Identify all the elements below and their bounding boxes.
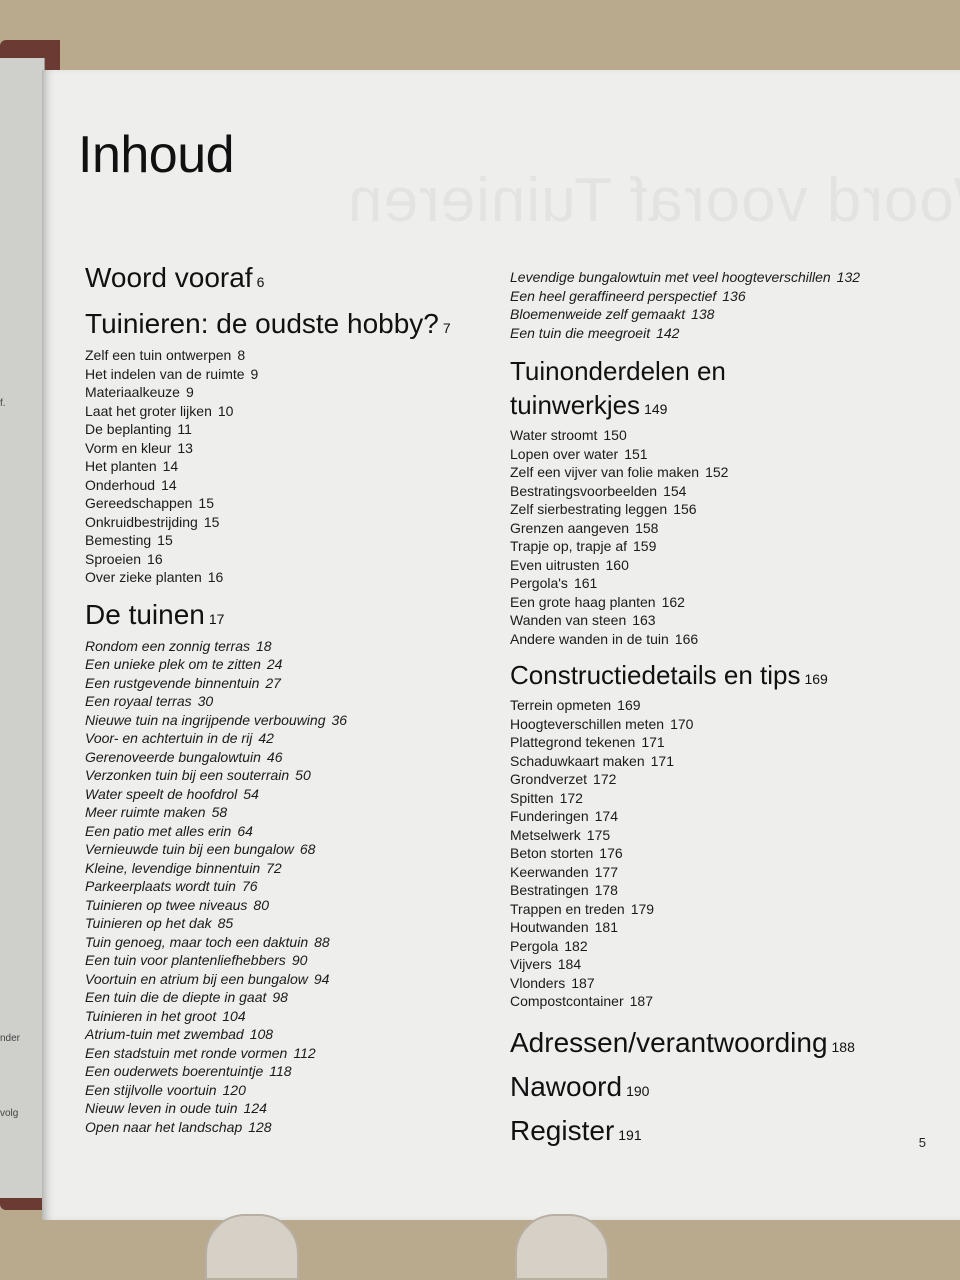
toc-entry-page: 175 [586,826,611,843]
toc-entry [510,881,950,900]
toc-entry-page: 136 [722,287,746,304]
toc-entry [85,748,505,767]
toc-entry [85,1118,505,1137]
toc-entry [85,1099,505,1118]
section-heading [85,306,505,346]
prev-page-fragment: nder [0,1033,21,1044]
toc-entry [85,346,505,365]
section-heading-label: Adressen/verantwoording [510,1026,828,1058]
toc-entry-label: Sproeien [85,550,142,567]
section-page-number: 7 [442,320,451,336]
toc-entry-label: Voortuin en atrium bij een bungalow [85,970,308,987]
toc-entry [85,1044,505,1063]
toc-entry-page: 179 [630,900,655,917]
toc-entry-label: Levendige bungalowtuin met veel hoogteverschillen [510,269,831,285]
toc-entry-label: Tuin genoeg, maar toch een daktuin [85,933,309,950]
toc-entry-page: 161 [573,575,598,591]
toc-entry-label: Een patio met alles erin [85,822,232,839]
toc-entry [85,476,505,495]
toc-entry-page: 18 [256,637,272,654]
toc-entry [85,1081,505,1100]
section-heading-label: Register [510,1114,615,1146]
toc-list [85,637,505,1137]
section-heading [510,1113,950,1153]
toc-entry-page: 162 [661,593,685,610]
toc-entry-label: Laat het groter lijken [85,402,212,419]
section-page-number: 6 [256,274,265,290]
toc-entry [510,500,950,519]
toc-entry-page: 9 [250,365,259,382]
toc-entry-label: Open naar het landschap [85,1118,243,1135]
toc-entry-label: Nieuw leven in oude tuin [85,1100,238,1116]
toc-entry-page: 120 [222,1081,246,1098]
toc-entry-label: Vernieuwde tuin bij een bungalow [85,841,294,857]
toc-entry-label: Een rustgevende binnentuin [85,674,260,691]
section-page-number: 149 [644,401,668,417]
toc-entry [85,803,505,822]
toc-entry-label: Meer ruimte maken [85,804,206,820]
previous-page-edge [0,58,45,1198]
toc-entry [510,593,950,612]
prev-page-fragment: volg [0,1108,19,1119]
toc-entry-page: 172 [593,771,617,787]
toc-entry [85,729,505,748]
toc-entry-label: Even uitrusten [510,556,600,573]
toc-entry-page: 156 [673,501,697,517]
toc-entry [85,383,505,402]
toc-entry [510,844,950,863]
toc-entry [85,655,505,674]
toc-entry-label: Voor- en achtertuin in de rij [85,730,253,746]
toc-entry-label: Zelf een tuin ontwerpen [85,347,232,363]
toc-entry [510,955,950,974]
toc-entry-page: 182 [564,937,588,954]
toc-entry [510,918,950,937]
toc-list [510,268,950,342]
toc-entry [510,324,950,343]
toc-entry-page: 170 [670,715,694,732]
toc-entry-label: Trapje op, trapje af [510,538,627,554]
toc-entry-label: Het planten [85,458,157,474]
toc-entry-page: 15 [198,495,214,511]
toc-entry-label: Water stroomt [510,427,598,443]
toc-list [510,696,950,1011]
toc-entry [510,863,950,882]
toc-entry-page: 142 [656,324,680,341]
toc-entry-page: 15 [157,532,173,548]
toc-entry-label: Water speelt de hoofdrol [85,785,238,802]
toc-entry-label: Beton storten [510,845,594,861]
page-title: Inhoud [78,126,235,184]
section-heading [510,388,950,426]
toc-entry [510,445,950,464]
toc-entry [510,807,950,826]
toc-entry-label: Een tuin die de diepte in gaat [85,989,267,1005]
toc-entry-page: 80 [253,896,269,913]
toc-left-column [85,260,505,1136]
toc-entry-page: 24 [266,656,283,672]
toc-entry-label: Pergola's [510,575,568,591]
toc-entry-label: Een grote haag planten [510,593,656,610]
section-heading [510,658,950,696]
section-heading-label: De tuinen [85,598,205,630]
toc-entry-label: De beplanting [85,421,172,437]
toc-entry-label: Tuinieren op het dak [85,915,212,931]
toc-entry-page: 152 [705,464,729,480]
toc-entry-label: Atrium-tuin met zwembad [85,1026,244,1042]
section-heading-label: Woord vooraf [85,262,253,293]
toc-entry-page: 108 [249,1026,274,1042]
section-heading [510,1069,950,1109]
toc-entry-page: 177 [594,863,618,880]
toc-entry [510,974,950,993]
toc-entry-page: 151 [624,445,648,462]
toc-entry-label: Verzonken tuin bij een souterrain [85,767,290,783]
toc-list [85,346,505,587]
toc-entry-label: Wanden van steen [510,612,627,628]
toc-entry-page: 154 [663,482,687,499]
toc-entry-page: 14 [161,476,177,493]
toc-entry-page: 184 [557,956,582,972]
toc-entry-label: Materiaalkeuze [85,384,180,400]
toc-entry-page: 132 [836,269,861,285]
toc-entry [510,482,950,501]
toc-entry-label: Parkeerplaats wordt tuin [85,878,236,894]
toc-entry [85,1007,505,1026]
toc-entry-page: 42 [258,730,274,746]
toc-entry [510,900,950,919]
toc-entry-page: 160 [605,556,629,573]
toc-entry-page: 104 [222,1007,246,1024]
toc-entry [510,992,950,1011]
toc-entry-page: 178 [594,882,618,898]
toc-entry-label: Terrein opmeten [510,697,612,713]
toc-entry-label: Een ouderwets boerentuintje [85,1063,264,1079]
toc-entry-page: 46 [266,748,283,765]
toc-entry-page: 163 [632,612,656,628]
section-heading-label: Constructiedetails en tips [510,660,801,690]
toc-entry-label: Bestratingen [510,882,589,898]
toc-entry-label: Spitten [510,789,554,806]
toc-entry-label: Een stadstuin met ronde vormen [85,1044,288,1061]
toc-entry [85,822,505,841]
toc-entry [510,696,950,715]
toc-entry-label: Een tuin die meegroeit [510,324,651,341]
toc-entry-page: 36 [331,711,348,728]
section-page-number: 188 [831,1038,855,1055]
toc-entry [85,550,505,569]
thumb-right [515,1214,609,1280]
toc-entry [510,305,950,324]
toc-entry-page: 174 [594,808,618,824]
toc-entry [85,933,505,952]
toc-entry-page: 171 [650,752,674,769]
toc-entry-page: 76 [241,878,258,894]
toc-entry-label: Grondverzet [510,771,588,787]
toc-entry-label: Bestratingsvoorbeelden [510,482,658,499]
toc-entry-label: Zelf sierbestrating leggen [510,501,668,517]
toc-entry [85,840,505,859]
toc-entry [85,766,505,785]
section-page-number: 169 [804,671,828,687]
toc-entry-page: 16 [207,569,224,585]
toc-entry [510,733,950,752]
toc-entry [510,937,950,956]
toc-entry-page: 172 [559,789,583,806]
section-page-number: 191 [618,1126,642,1143]
toc-entry-page: 90 [291,952,308,968]
toc-entry-page: 9 [185,384,194,400]
toc-entry-page: 118 [269,1063,292,1079]
toc-entry [510,752,950,771]
toc-entry-page: 128 [248,1118,272,1135]
toc-entry [85,1062,505,1081]
toc-entry-label: Pergola [510,937,559,954]
toc-entry-label: Een royaal terras [85,693,192,709]
toc-entry-label: Bemesting [85,532,152,548]
toc-entry-label: Compostcontainer [510,993,624,1009]
toc-entry [85,1025,505,1044]
toc-entry [85,439,505,458]
toc-entry [85,494,505,513]
toc-entry [510,611,950,630]
section-heading [85,260,505,300]
section-heading-label: Nawoord [510,1070,623,1102]
toc-entry-label: Kleine, levendige binnentuin [85,859,261,876]
toc-entry-page: 64 [237,822,253,839]
toc-entry-label: Vlonders [510,974,566,991]
toc-entry-page: 85 [217,915,234,931]
toc-entry [510,770,950,789]
toc-entry-page: 58 [211,804,228,820]
toc-entry-page: 187 [571,974,595,991]
toc-entry-label: Vijvers [510,956,552,972]
toc-entry [510,426,950,445]
toc-entry-label: Onkruidbestrijding [85,513,198,530]
section-heading [510,1025,950,1065]
toc-entry-page: 138 [691,306,715,322]
toc-entry [85,365,505,384]
toc-entry [510,715,950,734]
toc-entry-label: Keerwanden [510,863,589,880]
toc-entry-page: 166 [674,630,699,647]
toc-entry-page: 158 [635,519,659,536]
toc-entry-page: 27 [265,674,281,691]
toc-entry [85,513,505,532]
toc-entry-page: 13 [177,439,193,456]
toc-entry-label: Tuinieren in het groot [85,1007,217,1024]
page-number: 5 [918,1135,926,1150]
section-heading-label: Tuinieren: de oudste hobby? [85,308,439,339]
toc-entry-label: Funderingen [510,808,589,824]
toc-entry-page: 10 [217,402,234,419]
toc-entry-label: Schaduwkaart maken [510,752,645,769]
toc-entry-page: 176 [599,845,623,861]
toc-entry [85,951,505,970]
toc-entry-label: Trappen en treden [510,900,625,917]
section-heading: Tuinonderdelen en [510,356,726,386]
toc-entry [85,457,505,476]
toc-entry-label: Gerenoveerde bungalowtuin [85,748,261,765]
toc-entry-page: 16 [147,550,163,567]
toc-entry [85,914,505,933]
toc-entry-label: Rondom een zonnig terras [85,637,250,654]
toc-entry [85,531,505,550]
toc-entry-label: Tuinieren op twee niveaus [85,896,248,913]
toc-entry-page: 50 [295,767,311,783]
toc-entry [85,692,505,711]
section-page-number: 17 [208,610,225,627]
toc-entry-page: 88 [314,933,330,950]
toc-entry-label: Het indelen van de ruimte [85,365,245,382]
toc-entry [510,519,950,538]
book-page [42,70,960,1220]
toc-entry [85,988,505,1007]
section-page-number: 190 [626,1082,650,1099]
toc-entry [510,826,950,845]
section-heading [85,597,505,637]
toc-right-column [510,268,950,1153]
toc-entry [510,463,950,482]
toc-entry-label: Metselwerk [510,826,581,843]
toc-entry-page: 159 [633,538,657,554]
toc-entry-page: 11 [177,421,192,437]
toc-entry-page: 54 [243,785,259,802]
toc-entry [85,877,505,896]
toc-entry [510,574,950,593]
toc-entry [510,556,950,575]
toc-entry-label: Zelf een vijver van folie maken [510,464,700,480]
toc-entry-label: Een stijlvolle voortuin [85,1081,217,1098]
thumb-left [205,1214,299,1280]
toc-entry-label: Bloemenweide zelf gemaakt [510,306,686,322]
toc-entry [510,287,950,306]
toc-entry-label: Een heel geraffineerd perspectief [510,287,717,304]
toc-entry [510,630,950,649]
toc-entry [85,420,505,439]
toc-entry [85,568,505,587]
toc-entry-label: Onderhoud [85,476,156,493]
toc-entry-label: Vorm en kleur [85,439,172,456]
toc-entry-page: 124 [243,1100,267,1116]
section-heading-label: tuinwerkjes [510,390,641,420]
toc-entry [510,268,950,287]
toc-entry-page: 30 [197,693,214,709]
toc-entry-label: Grenzen aangeven [510,519,630,536]
toc-entry-label: Lopen over water [510,445,619,462]
toc-entry-label: Hoogteverschillen meten [510,715,665,732]
toc-entry-page: 94 [313,970,330,987]
toc-list [510,426,950,648]
toc-entry-page: 112 [293,1044,316,1061]
show-through-text [347,165,960,236]
toc-entry-page: 98 [272,989,288,1005]
toc-entry-label: Plattegrond tekenen [510,734,636,750]
toc-entry-page: 8 [237,347,246,363]
toc-entry-label: Andere wanden in de tuin [510,630,669,647]
toc-entry-page: 150 [603,427,627,443]
prev-page-fragment: f. [0,398,6,409]
toc-entry-page: 15 [203,513,220,530]
toc-entry [510,537,950,556]
toc-entry [85,402,505,421]
toc-entry-label: Houtwanden [510,919,589,935]
toc-entry-page: 187 [629,993,653,1009]
toc-entry [85,970,505,989]
toc-entry [85,859,505,878]
toc-entry-label: Een tuin voor plantenliefhebbers [85,952,286,968]
toc-entry [85,674,505,693]
toc-entry [510,789,950,808]
toc-entry-page: 181 [594,919,618,935]
toc-entry-label: Nieuwe tuin na ingrijpende verbouwing [85,711,326,728]
toc-entry-page: 68 [299,841,316,857]
toc-entry-page: 14 [162,458,179,474]
toc-entry-page: 169 [617,697,641,713]
toc-entry [85,785,505,804]
toc-entry-label: Een unieke plek om te zitten [85,656,261,672]
toc-entry [85,711,505,730]
toc-entry [85,637,505,656]
toc-entry-page: 72 [266,859,282,876]
toc-entry [85,896,505,915]
toc-entry-label: Over zieke planten [85,569,202,585]
toc-entry-page: 171 [641,734,665,750]
toc-entry-label: Gereedschappen [85,495,193,511]
